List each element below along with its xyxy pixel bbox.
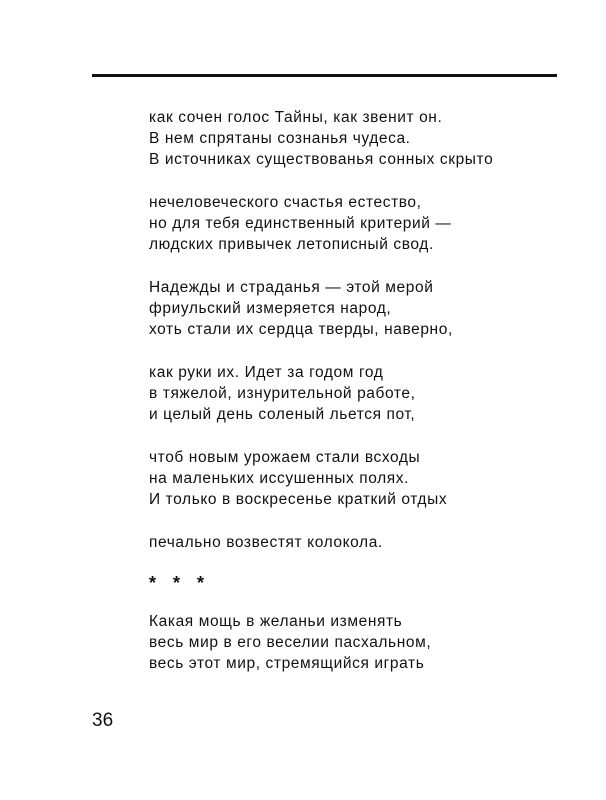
page-number: 36 bbox=[92, 710, 114, 731]
stanza bbox=[149, 447, 569, 510]
stanza bbox=[149, 107, 569, 170]
poem-line: людских привычек летописный свод. bbox=[149, 236, 434, 253]
poem-line: чтоб новым урожаем стали всходы bbox=[149, 449, 421, 466]
stanza bbox=[149, 532, 569, 553]
poem-line: И только в воскресенье краткий отдых bbox=[149, 491, 448, 508]
stanza bbox=[149, 362, 569, 425]
poem-line: хоть стали их сердца тверды, наверно, bbox=[149, 321, 453, 338]
top-rule bbox=[92, 74, 557, 77]
poem-line: на маленьких иссушенных полях. bbox=[149, 470, 410, 487]
poem-line: печально возвестят колокола. bbox=[149, 534, 383, 551]
section-separator: * * * bbox=[149, 573, 211, 593]
poem-line: но для тебя единственный критерий — bbox=[149, 215, 452, 232]
poem-line: фриульский измеряется народ, bbox=[149, 300, 392, 317]
poem-line: и целый день соленый льется пот, bbox=[149, 406, 416, 423]
stanza bbox=[149, 192, 569, 255]
poem-line: как руки их. Идет за годом год bbox=[149, 364, 384, 381]
poem-line: нечеловеческого счастья естество, bbox=[149, 194, 422, 211]
poem-line: весь мир в его веселии пасхальном, bbox=[149, 634, 432, 651]
poem-line: в тяжелой, изнурительной работе, bbox=[149, 385, 416, 402]
poem-line: весь этот мир, стремящийся играть bbox=[149, 655, 425, 672]
poem-line: как сочен голос Тайны, как звенит он. bbox=[149, 109, 443, 126]
poem-line: В источниках существованья сонных скрыто bbox=[149, 151, 494, 168]
stanza bbox=[149, 611, 569, 674]
stanza bbox=[149, 277, 569, 340]
poem-line: В нем спрятаны сознанья чудеса. bbox=[149, 130, 411, 147]
poem-line: Надежды и страданья — этой мерой bbox=[149, 279, 434, 296]
poem-line: Какая мощь в желаньи изменять bbox=[149, 613, 403, 630]
poem-text bbox=[149, 107, 569, 696]
